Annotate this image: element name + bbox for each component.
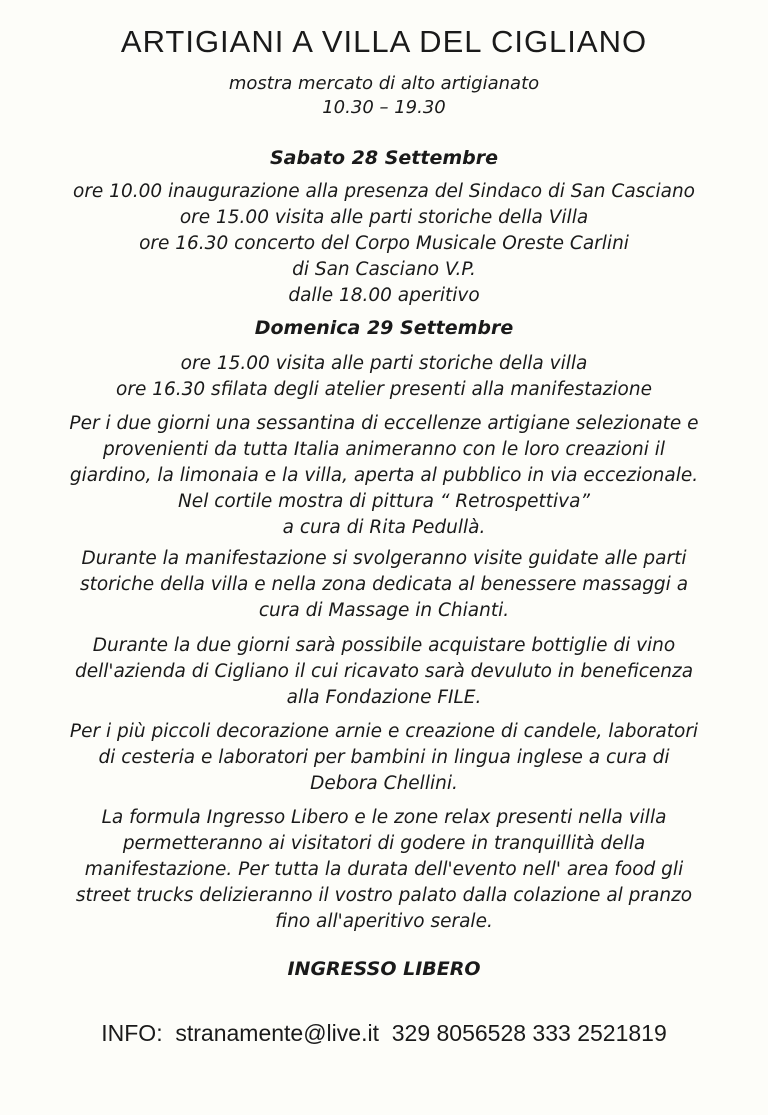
paragraph-line: dell'azienda di Cigliano il cui ricavato sarà devuluto in beneficenza [74,661,694,682]
paragraph-line: Durante la manifestazione si svolgeranno visite guidate alle parti [81,548,687,569]
paragraph-line: Durante la due giorni sarà possibile acquistare bottiglie di vino [92,635,676,656]
paragraph-line: a cura di Rita Pedullà. [282,517,486,538]
saturday-schedule [0,179,768,309]
saturday-heading: Sabato 28 Settembre [269,147,498,169]
sunday-heading: Domenica 29 Settembre [254,317,514,339]
paragraph-line: di cesteria e laboratori per bambini in lingua inglese a cura di [98,747,670,768]
schedule-line: di San Casciano V.P. [292,259,476,280]
paragraph-line: provenienti da tutta Italia animeranno con le loro creazioni il [102,439,666,460]
paragraph-line: alla Fondazione FILE. [286,687,482,708]
schedule-line: ore 15.00 visita alle parti storiche della villa [180,353,588,374]
schedule-line: ore 16.30 concerto del Corpo Musicale Oreste Carlini [139,233,629,254]
poster-title: ARTIGIANI A VILLA DEL CIGLIANO [120,24,648,59]
paragraph-line: permetteranno ai visitatori di godere in tranquillità della [122,833,646,854]
sunday-schedule [0,351,768,403]
paragraph-line: Nel cortile mostra di pittura “ Retrospettiva” [177,491,591,512]
paragraph-guided-tours [0,546,768,624]
paragraph-line: Per i più piccoli decorazione arnie e creazione di candele, laboratori [69,721,699,742]
paragraph-line: La formula Ingresso Libero e le zone relax presenti nella villa [101,807,667,828]
schedule-line: ore 10.00 inaugurazione alla presenza del Sindaco di San Casciano [73,181,695,202]
subtitle-description: mostra mercato di alto artigianato [228,73,540,94]
paragraph-line: cura di Massage in Chianti. [258,600,510,621]
paragraph-line: Per i due giorni una sessantina di eccellenze artigiane selezionate e [69,413,699,434]
schedule-line: ore 16.30 sfilata degli atelier presenti alla manifestazione [116,379,652,400]
poster-subtitle [0,72,768,120]
contact-info: INFO: stranamente@live.it 329 8056528 333 2521819 [101,1020,667,1046]
free-entry-label: INGRESSO LIBERO [287,958,481,980]
paragraph-free-entry [0,805,768,935]
paragraph-line: fino all'aperitivo serale. [275,911,493,932]
paragraph-wine [0,633,768,711]
paragraph-line: giardino, la limonaia e la villa, aperta al pubblico in via eccezionale. [69,465,699,486]
paragraph-line: Debora Chellini. [310,773,458,794]
paragraph-kids [0,719,768,797]
schedule-line: ore 15.00 visita alle parti storiche della Villa [179,207,589,228]
schedule-line: dalle 18.00 aperitivo [288,285,480,306]
subtitle-hours: 10.30 – 19.30 [322,97,446,118]
paragraph-line: storiche della villa e nella zona dedicata al benessere massaggi a [79,574,689,595]
paragraph-exhibitors [0,411,768,541]
paragraph-line: street trucks delizieranno il vostro palato dalla colazione al pranzo [75,885,693,906]
paragraph-line: manifestazione. Per tutta la durata dell'evento nell' area food gli [84,859,684,880]
